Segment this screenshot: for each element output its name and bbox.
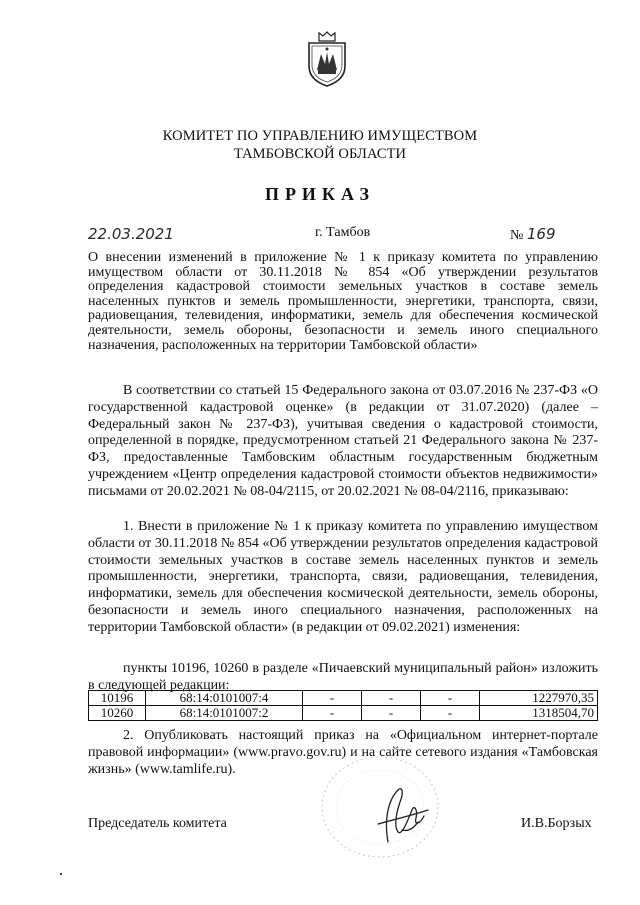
table-cell-empty: - [362, 706, 421, 721]
table-row [89, 691, 598, 706]
table-cell-empty: - [362, 691, 421, 706]
order-date: 22.03.2021 [88, 225, 174, 243]
handwritten-signature-icon [358, 780, 448, 850]
table-cell-cadastral-value: 1318504,70 [480, 706, 598, 721]
table-cell-item-number: 10260 [89, 706, 146, 721]
preamble-paragraph: В соответствии со статьей 15 Федерального закона от 03.07.2016 № 237-ФЗ «О государственной кадастровой оценке» (в редакции от 31.07.2020) (далее – Федеральный закон № 237-ФЗ), учитывая сведения о кадастровой стоимости, определенной в порядке, предусмотренном статьей 21 Федерального закона № 237-ФЗ, предоставленные Тамбовским областным государственным бюджетным учреждением «Центр определения кадастровой стоимости объектов недвижимости» письмами от 20.02.2021 № 08-04/2115, от 20.02.2021 № 08-04/2116, приказываю: [88, 383, 598, 499]
table-cell-cadastral-value: 1227970,35 [480, 691, 598, 706]
city: г. Тамбов [315, 225, 371, 240]
number-label: № [510, 228, 524, 243]
organization-name-line1: КОМИТЕТ ПО УПРАВЛЕНИЮ ИМУЩЕСТВОМ [162, 128, 478, 144]
order-subject: О внесении изменений в приложение № 1 к приказу комитета по управлению имуществом области от 30.11.2018 № 854 «Об утверждении результатов определения кадастровой стоимости земельных участков в составе земель населенных пунктов и земель промышленности, энергетики, транспорта, связи, радиовещания, телевидения, информатики, земель для обеспечения космической деятельности, земель обороны, безопасности и земель иного специального назначения, расположенных на территории Тамбовской области» [88, 250, 598, 353]
table-cell-cadastral-number: 68:14:0101007:2 [146, 706, 303, 721]
document-title: ПРИКАЗ [264, 184, 376, 204]
date-number-line [88, 225, 598, 245]
item-1-subparagraph: пункты 10196, 10260 в разделе «Пичаевский муниципальный район» изложить в следующей редакции: [88, 661, 598, 693]
tambov-coat-of-arms-icon [305, 30, 349, 88]
cadastral-value-table [88, 690, 598, 721]
table-cell-item-number: 10196 [89, 691, 146, 706]
table-cell-empty: - [421, 691, 480, 706]
table-cell-empty: - [303, 706, 362, 721]
order-number: 169 [526, 225, 556, 243]
table-row [89, 706, 598, 721]
table-cell-empty: - [303, 691, 362, 706]
item-1-paragraph: 1. Внести в приложение № 1 к приказу комитета по управлению имуществом области от 30.11.2018 № 854 «Об утверждении результатов определения кадастровой стоимости земельных участков в составе земель населенных пунктов и земель промышленности, энергетики, транспорта, связи, радиовещания, телевидения, информатики, земель для обеспечения космической деятельности, земель обороны, безопасности и земель иного специального назначения, расположенных на территории Тамбовской области» (в редакции от 09.02.2021) изменения: [88, 519, 598, 635]
scan-dot [60, 873, 62, 875]
organization-name-line2: ТАМБОВСКОЙ ОБЛАСТИ [233, 146, 407, 162]
table-cell-empty: - [421, 706, 480, 721]
table-cell-cadastral-number: 68:14:0101007:4 [146, 691, 303, 706]
order-number-block [510, 225, 556, 244]
signer-position: Председатель комитета [88, 816, 227, 831]
item-2-paragraph: 2. Опубликовать настоящий приказ на «Официальном интернет-портале правовой информации» (www.pravo.gov.ru) и на сайте сетевого издания «Тамбовская жизнь» (www.tamlife.ru). [88, 728, 598, 777]
signer-name: И.В.Борзых [521, 816, 592, 831]
